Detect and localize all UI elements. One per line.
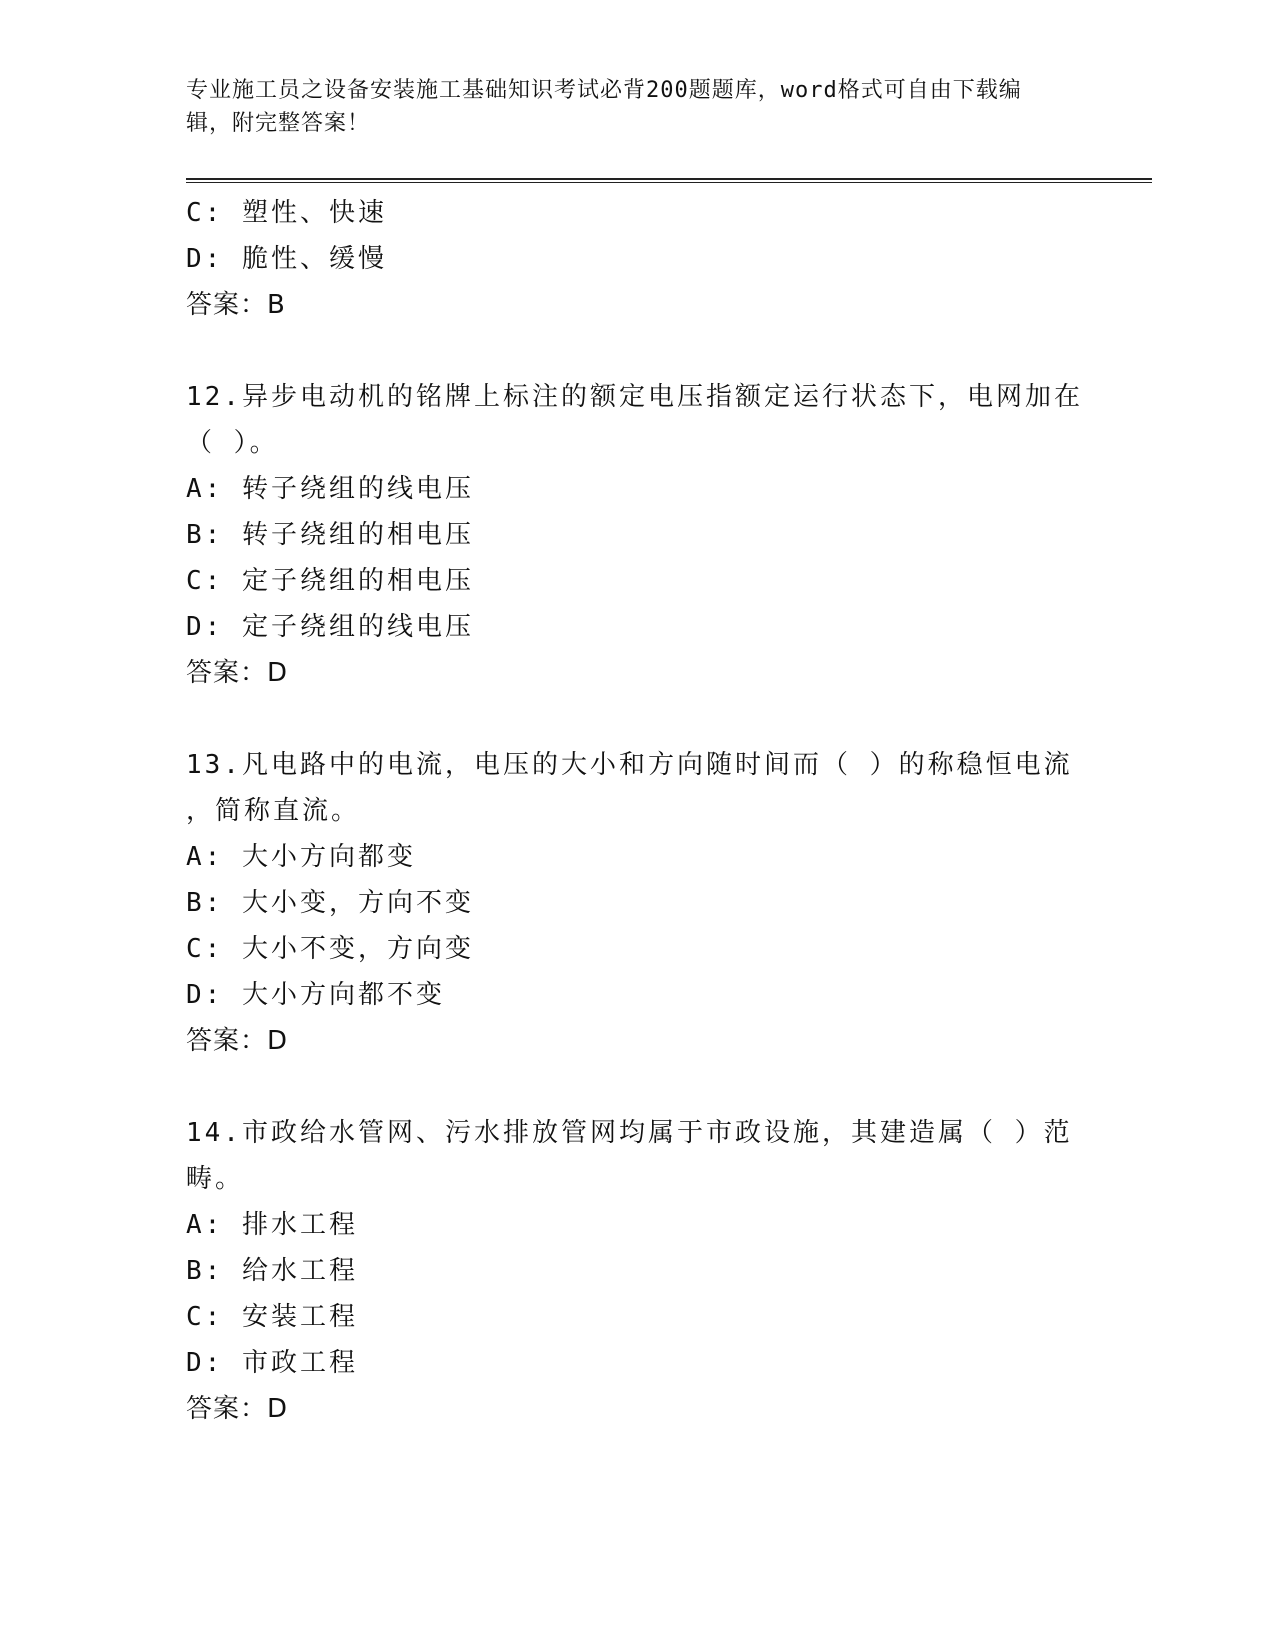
question-list bbox=[186, 190, 1086, 1432]
answer-label: 答案：D bbox=[186, 1026, 289, 1056]
option-c: C: 定子绕组的相电压 bbox=[186, 566, 474, 596]
document-header: 专业施工员之设备安装施工基础知识考试必背200题题库，word格式可自由下载编辑，附完整答案！ bbox=[186, 78, 1022, 136]
option-b: B: 大小变，方向不变 bbox=[186, 888, 474, 918]
option-a: A: 大小方向都变 bbox=[186, 842, 416, 872]
question-13 bbox=[186, 742, 1086, 1064]
previous-question-tail bbox=[186, 190, 1086, 328]
header-divider bbox=[186, 178, 1152, 183]
answer-label: 答案：D bbox=[186, 1394, 289, 1424]
option-d: D: 定子绕组的线电压 bbox=[186, 612, 474, 642]
option-d: D: 市政工程 bbox=[186, 1348, 358, 1378]
question-text-line2: （ ）。 bbox=[186, 428, 279, 458]
option-d: D: 大小方向都不变 bbox=[186, 980, 445, 1010]
option-c: C: 塑性、快速 bbox=[186, 198, 387, 228]
question-text-line1: 12.异步电动机的铭牌上标注的额定电压指额定运行状态下，电网加在 bbox=[186, 382, 1083, 412]
option-a: A: 排水工程 bbox=[186, 1210, 358, 1240]
answer-label: 答案：D bbox=[186, 658, 289, 688]
question-text-line2: ，简称直流。 bbox=[186, 796, 361, 826]
question-text-line1: 14.市政给水管网、污水排放管网均属于市政设施，其建造属（ ）范 bbox=[186, 1118, 1073, 1148]
question-text-line2: 畴。 bbox=[186, 1164, 245, 1194]
option-c: C: 安装工程 bbox=[186, 1302, 358, 1332]
question-14 bbox=[186, 1110, 1086, 1432]
answer-label: 答案：B bbox=[186, 290, 286, 320]
question-12 bbox=[186, 374, 1086, 696]
option-c: C: 大小不变，方向变 bbox=[186, 934, 474, 964]
question-text-line1: 13.凡电路中的电流，电压的大小和方向随时间而（ ）的称稳恒电流 bbox=[186, 750, 1073, 780]
option-d: D: 脆性、缓慢 bbox=[186, 244, 387, 274]
option-b: B: 转子绕组的相电压 bbox=[186, 520, 474, 550]
option-a: A: 转子绕组的线电压 bbox=[186, 474, 474, 504]
option-b: B: 给水工程 bbox=[186, 1256, 358, 1286]
